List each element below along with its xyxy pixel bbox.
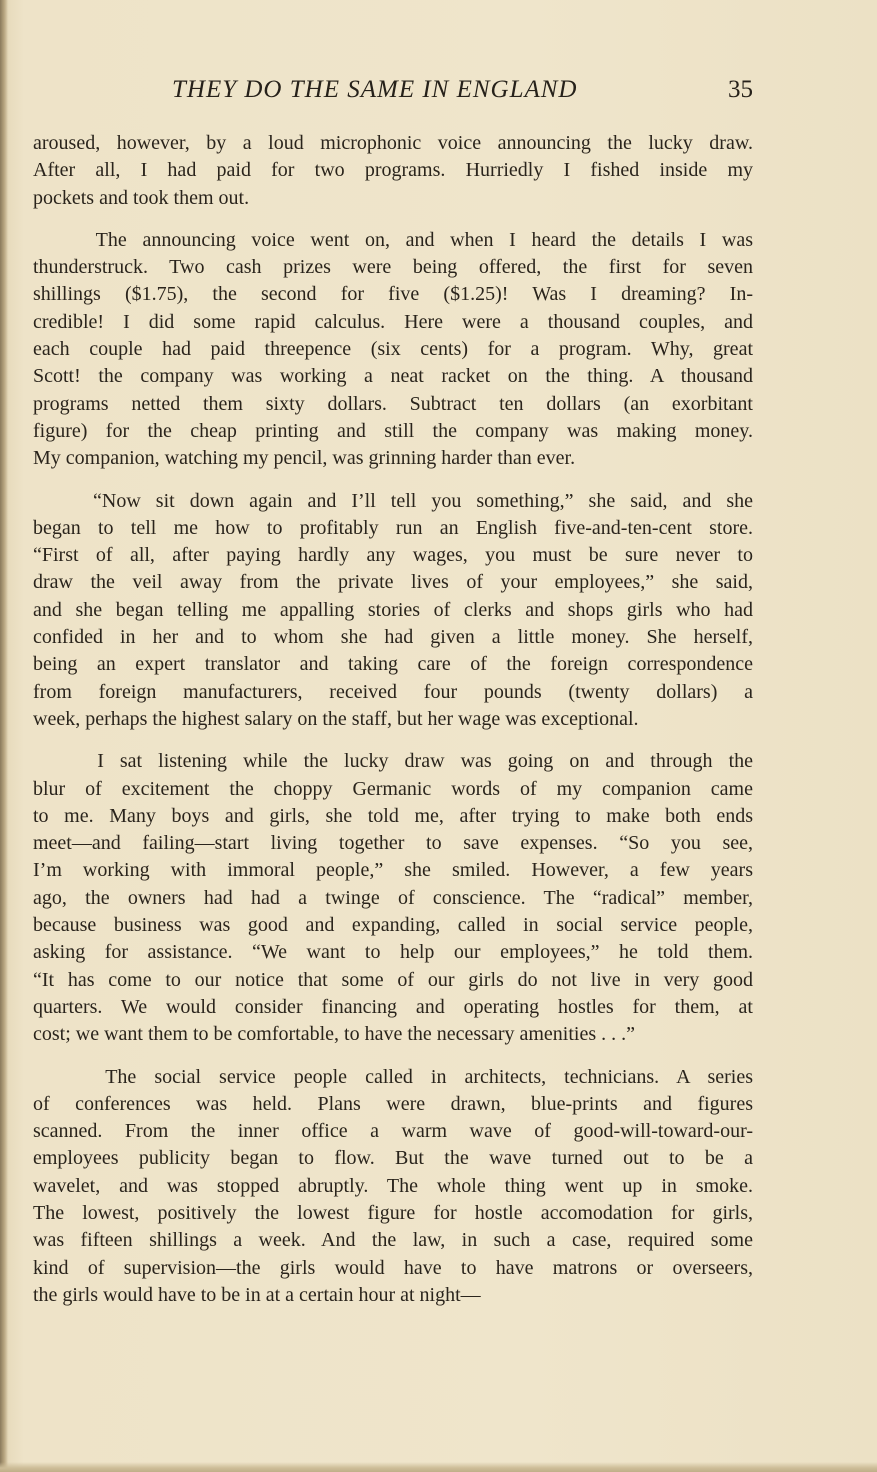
text-line: week, perhaps the highest salary on the staff, but her wage was exceptional. — [33, 707, 639, 730]
page-gutter-shadow — [0, 0, 8, 1472]
paragraph-1 — [33, 130, 753, 212]
paragraph-2 — [33, 227, 753, 473]
text-line: pockets and took them out. — [33, 186, 250, 209]
paragraph-3 — [33, 488, 753, 734]
text-line: After all, I had paid for two programs. Hurriedly I fished inside my — [33, 159, 753, 182]
text-line: the girls would have to be in at a certain hour at night— — [33, 1283, 481, 1306]
text-line: being an expert translator and taking care of the foreign correspondence — [33, 653, 753, 676]
text-line: meet—and failing—start living together to save expenses. “So you see, — [33, 832, 753, 855]
text-line: My companion, watching my pencil, was grinning harder than ever. — [33, 447, 576, 470]
text-line: I sat listening while the lucky draw was going on and through the — [33, 750, 753, 773]
page-bottom-edge — [0, 1462, 877, 1472]
text-line: because business was good and expanding, called in social service people, — [33, 914, 753, 937]
paragraph-5 — [33, 1064, 753, 1310]
text-line: “Now sit down again and I’ll tell you something,” she said, and she — [33, 489, 753, 512]
chapter-title: THEY DO THE SAME IN ENGLAND — [172, 76, 578, 103]
body-text — [33, 130, 753, 1324]
text-line: employees publicity began to flow. But the wave turned out to be a — [33, 1147, 753, 1170]
text-line: credible! I did some rapid calculus. Here were a thousand couples, and — [33, 310, 753, 333]
text-line: The social service people called in architects, technicians. A series — [33, 1065, 753, 1088]
running-head — [0, 76, 877, 116]
text-line: scanned. From the inner office a warm wave of good-will-toward-our- — [33, 1120, 753, 1143]
text-line: thunderstruck. Two cash prizes were being offered, the first for seven — [33, 256, 753, 279]
text-line: aroused, however, by a loud microphonic voice announcing the lucky draw. — [33, 132, 753, 154]
text-line: Scott! the company was working a neat racket on the thing. A thousand — [33, 365, 753, 388]
text-line: of conferences was held. Plans were drawn, blue-prints and figures — [33, 1092, 753, 1115]
text-line: “First of all, after paying hardly any wages, you must be sure never to — [33, 544, 753, 567]
text-line: asking for assistance. “We want to help our employees,” he told them. — [33, 941, 753, 964]
paragraph-4 — [33, 748, 753, 1048]
text-line: shillings ($1.75), the second for five ($1.25)! Was I dreaming? In- — [33, 283, 753, 306]
text-line: and she began telling me appalling stories of clerks and shops girls who had — [33, 598, 753, 621]
text-line: ago, the owners had had a twinge of conscience. The “radical” member, — [33, 886, 753, 909]
text-line: draw the veil away from the private lives of your employees,” she said, — [33, 571, 753, 594]
text-line: each couple had paid threepence (six cents) for a program. Why, great — [33, 338, 753, 361]
text-line: programs netted them sixty dollars. Subtract ten dollars (an exorbitant — [33, 392, 753, 415]
text-line: was fifteen shillings a week. And the law, in such a case, required some — [33, 1229, 753, 1252]
text-line: from foreign manufacturers, received four pounds (twenty dollars) a — [33, 680, 753, 703]
page-number: 35 — [728, 76, 753, 103]
text-line: I’m working with immoral people,” she smiled. However, a few years — [33, 859, 753, 882]
text-line: figure) for the cheap printing and still the company was making money. — [33, 419, 753, 442]
text-line: cost; we want them to be comfortable, to have the necessary amenities . . .” — [33, 1023, 636, 1046]
text-line: to me. Many boys and girls, she told me, after trying to make both ends — [33, 804, 753, 827]
text-line: confided in her and to whom she had given a little money. She herself, — [33, 626, 753, 649]
text-line: The lowest, positively the lowest figure for hostle accomodation for girls, — [33, 1201, 753, 1224]
text-line: The announcing voice went on, and when I heard the details I was — [33, 228, 753, 251]
text-line: wavelet, and was stopped abruptly. The whole thing went up in smoke. — [33, 1174, 753, 1197]
text-line: “It has come to our notice that some of our girls do not live in very good — [33, 968, 753, 991]
text-line: quarters. We would consider financing and operating hostles for them, at — [33, 995, 753, 1018]
text-line: began to tell me how to profitably run an English five-and-ten-cent store. — [33, 516, 753, 539]
text-line: blur of excitement the choppy Germanic words of my companion came — [33, 777, 753, 800]
text-line: kind of supervision—the girls would have to have matrons or overseers, — [33, 1256, 753, 1279]
